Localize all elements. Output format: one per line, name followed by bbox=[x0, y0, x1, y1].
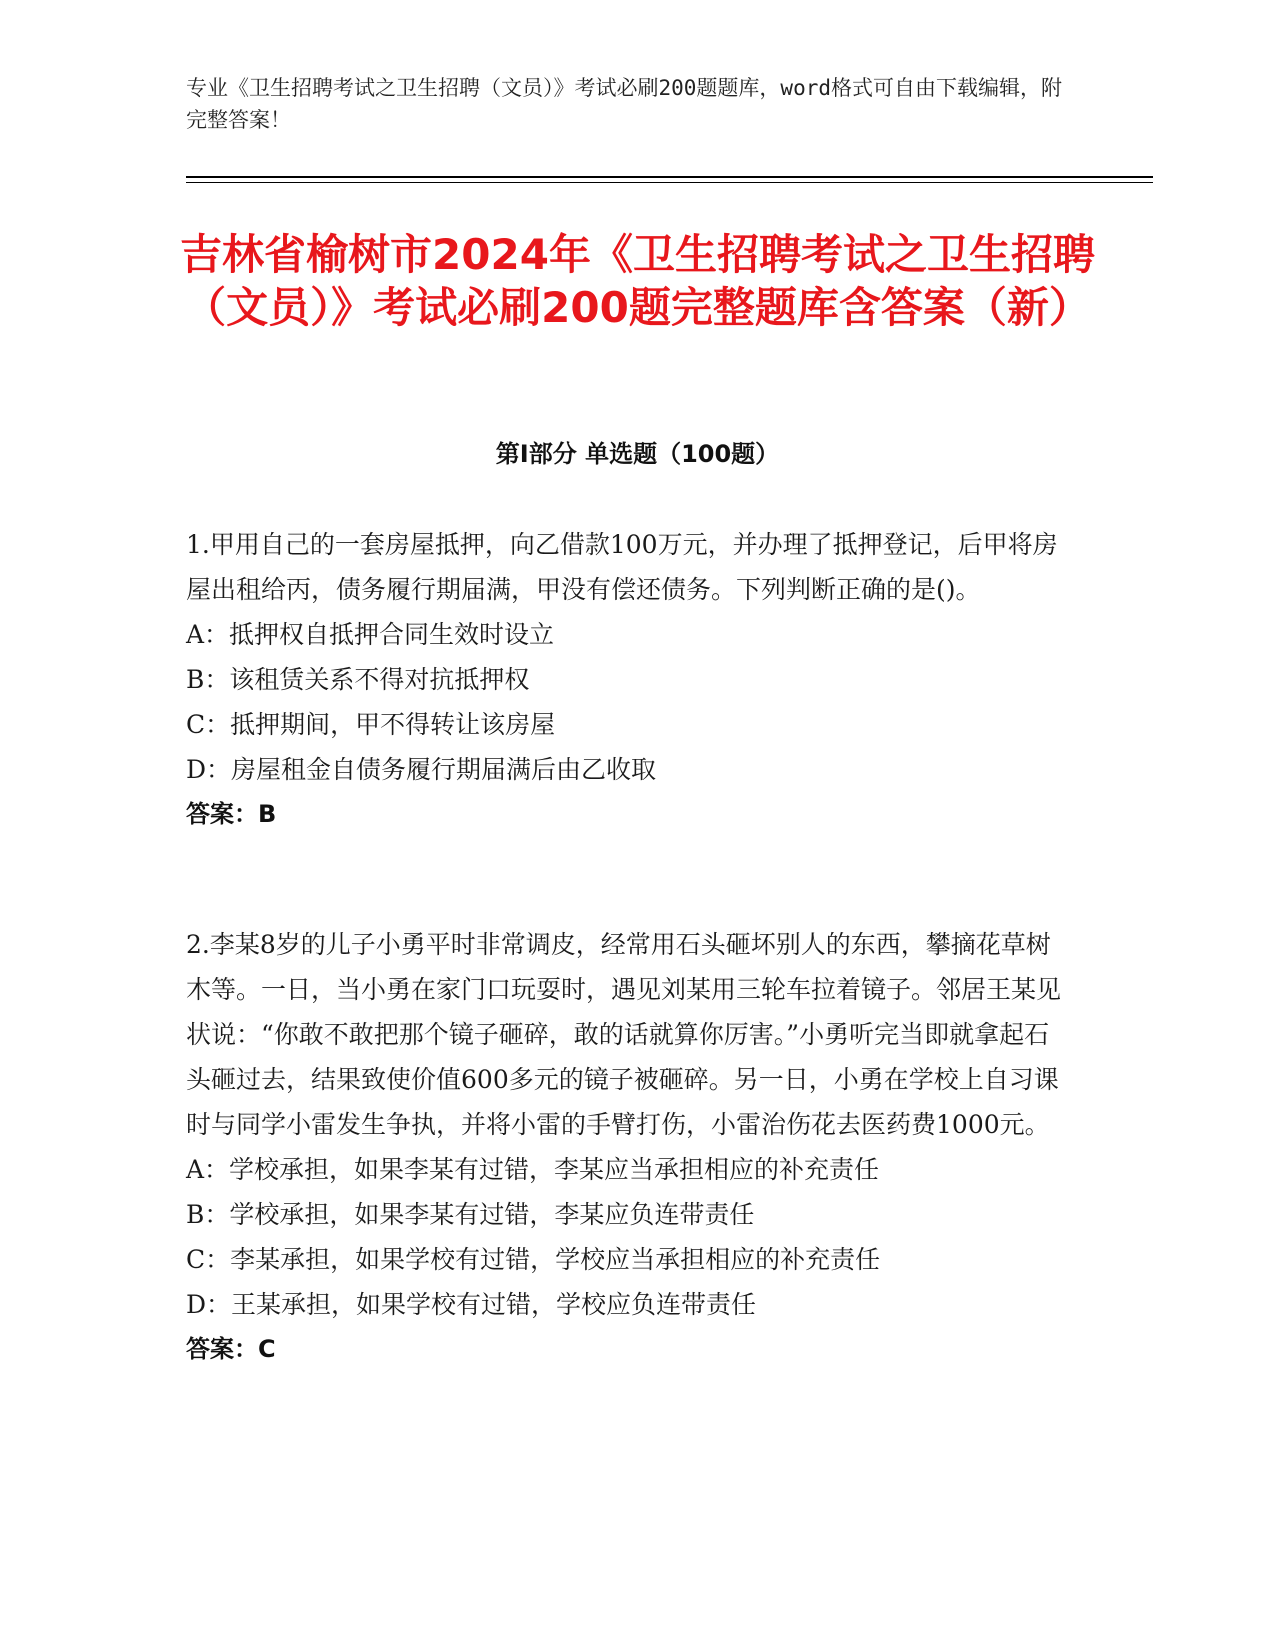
option-c: C：李某承担，如果学校有过错，学校应当承担相应的补充责任 bbox=[186, 1245, 881, 1274]
option-b: B：学校承担，如果李某有过错，李某应负连带责任 bbox=[186, 1200, 755, 1229]
section-title: 第I部分 单选题（100题） bbox=[495, 440, 780, 468]
option-a: A：学校承担，如果李某有过错，李某应当承担相应的补充责任 bbox=[186, 1155, 880, 1184]
question-stem: 2.李某8岁的儿子小勇平时非常调皮，经常用石头砸坏别人的东西，攀摘花草树木等。一日，当小勇在家门口玩耍时，遇见刘某用三轮车拉着镜子。邻居王某见状说：“你敢不敢把那个镜子砸碎，敢的话就算你厉害。”小勇听完当即就拿起石头砸过去，结果致使价值600多元的镜子被砸碎。另一日，小勇在学校上自习课时与同学小雷发生争执，并将小雷的手臂打伤，小雷治伤花去医药费1000元。 bbox=[186, 930, 1062, 1139]
document-title: 吉林省榆树市2024年《卫生招聘考试之卫生招聘（文员）》考试必刷200题完整题库含答案（新） bbox=[180, 230, 1095, 332]
option-d: D：房屋租金自债务履行期届满后由乙收取 bbox=[186, 755, 657, 784]
question-2 bbox=[186, 922, 1066, 1372]
option-d: D：王某承担，如果学校有过错，学校应负连带责任 bbox=[186, 1290, 757, 1319]
option-c: C：抵押期间，甲不得转让该房屋 bbox=[186, 710, 556, 739]
answer-line: 答案：B bbox=[186, 800, 277, 828]
question-1 bbox=[186, 522, 1066, 837]
option-a: A：抵押权自抵押合同生效时设立 bbox=[186, 620, 555, 649]
answer-line: 答案：C bbox=[186, 1335, 276, 1363]
header-note: 专业《卫生招聘考试之卫生招聘（文员）》考试必刷200题题库，word格式可自由下载编辑，附完整答案！ bbox=[186, 76, 1062, 132]
header-divider-thick bbox=[186, 176, 1153, 178]
question-stem: 1.甲用自己的一套房屋抵押，向乙借款100万元，并办理了抵押登记，后甲将房屋出租给丙，债务履行期届满，甲没有偿还债务。下列判断正确的是()。 bbox=[186, 530, 1058, 604]
header-divider-thin bbox=[186, 182, 1153, 183]
option-b: B：该租赁关系不得对抗抵押权 bbox=[186, 665, 530, 694]
